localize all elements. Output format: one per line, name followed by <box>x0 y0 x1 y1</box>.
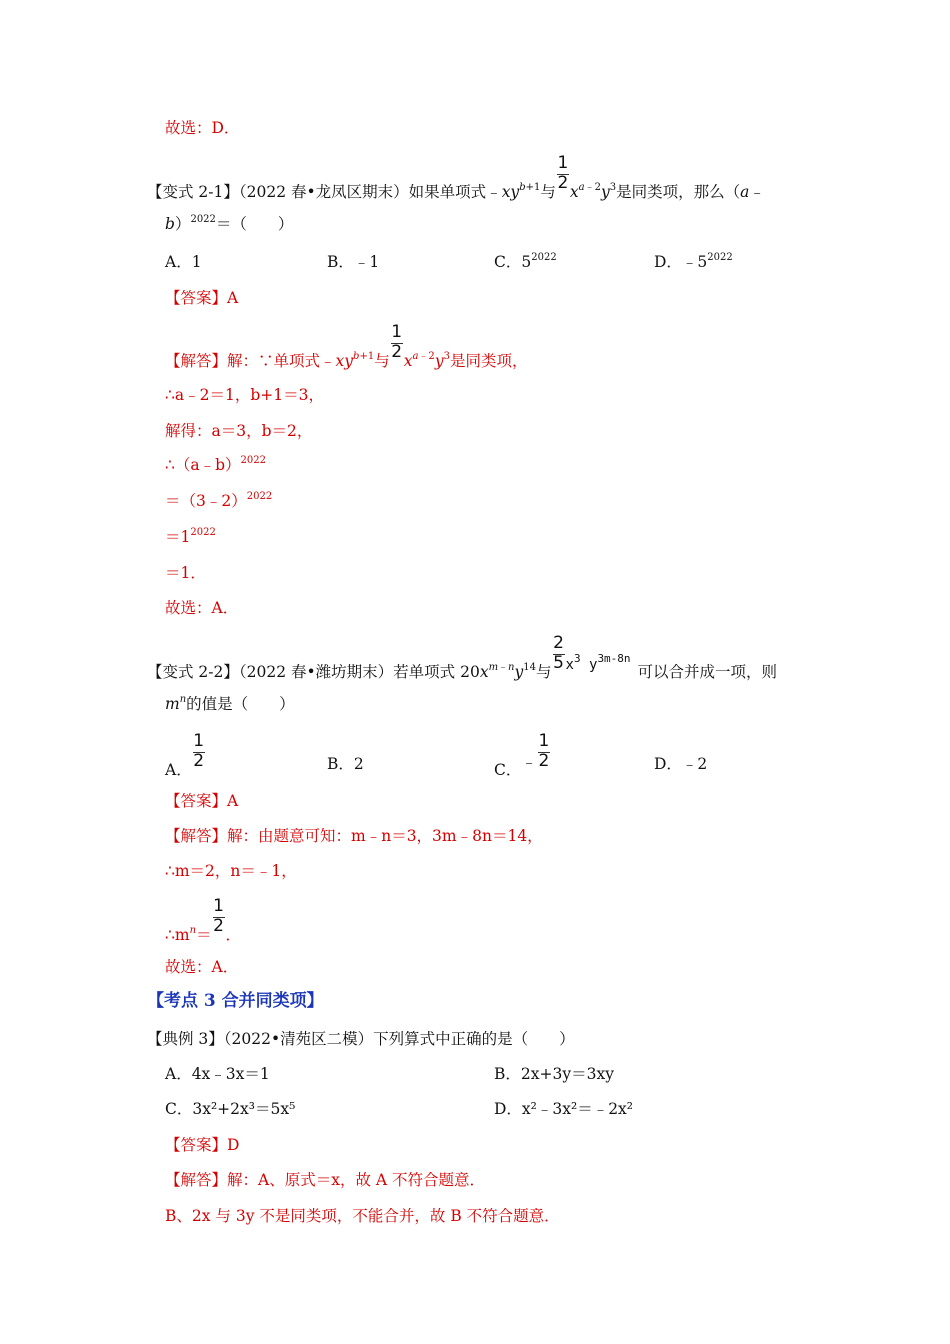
option-b: B．﹣1 <box>327 253 380 271</box>
solution-step: ＝1． <box>165 564 206 582</box>
expression-image: $x^3$ $y^{3m-8n}$ <box>565 652 631 673</box>
answer-choice-line: 故选：A． <box>165 958 239 976</box>
fraction-two-fifths: $\frac{2}{5}$ <box>553 633 564 673</box>
option-c: C．3x²+2x³＝5x⁵ <box>165 1100 296 1118</box>
example-3-question: 【典例 3】（2022•清苑区二模）下列算式中正确的是（ ） <box>147 1030 575 1048</box>
solution-step: ∴a﹣2＝1，b+1＝3， <box>165 386 324 404</box>
answer-choice-line: 故选：A． <box>165 599 239 617</box>
solution-step: ∴（a﹣b）$^{2022}$ <box>165 455 266 474</box>
solution-line: 【解答】解：A、原式＝x，故 A 不符合题意． <box>165 1171 485 1189</box>
fraction-half: $\frac{1}{2}$ <box>557 153 569 193</box>
option-d: D．x²﹣3x²＝﹣2x² <box>494 1100 634 1118</box>
solution-step: ∴m＝2，n＝﹣1， <box>165 862 297 880</box>
option-d: D．$﹣5^{2022}$ <box>654 252 733 271</box>
section-heading: 【考点 3 合并同类项】 <box>147 991 324 1011</box>
solution-step: B、2x 与 3y 不是同类项，不能合并，故 B 不符合题意． <box>165 1207 560 1225</box>
option-a: A．1 <box>165 253 202 271</box>
variant-2-1-question-cont: b）$^{2022}$＝（ ） <box>165 214 294 233</box>
fraction-half: $\frac{1}{2}$ <box>391 322 403 362</box>
fraction-half: $\frac{1}{2}$ <box>193 731 205 771</box>
variant-tag: 【变式 2-2】 <box>147 663 239 681</box>
option-b: B．2x+3y＝3xy <box>494 1065 614 1083</box>
solution-step: $=1^{2022}$ <box>165 527 216 546</box>
solution-step: $\therefore m^n=$ $\frac{1}{2}$ ． <box>165 896 242 944</box>
solution-step: 解得：a＝3，b＝2， <box>165 422 313 440</box>
answer-line: 【答案】A <box>165 289 239 307</box>
solution-step: ＝（3﹣2）$^{2022}$ <box>165 491 273 510</box>
variant-tag: 【变式 2-1】 <box>147 183 239 201</box>
option-b: B．2 <box>327 755 364 773</box>
solution-line: 【解答】解：∵单项式$﹣xy^{b+1}$与 $\frac{1}{2}$ $x^{a﹣2}y^3$是同类项， <box>165 322 528 370</box>
answer-line: 【答案】D <box>165 1136 240 1154</box>
solution-line: 【解答】解：由题意可知：m﹣n＝3，3m﹣8n＝14， <box>165 827 543 845</box>
variant-2-2-question: 【变式 2-2】（2022 春•潍坊期末）若单项式 $20x^{m﹣n}y^{14}$与 $\frac{2}{5}$ $x^3$ $y^{3m-8n}$可以合并成一项，则 <box>147 633 778 681</box>
option-c: C．﹣ $\frac{1}{2}$ <box>494 731 550 779</box>
fraction-half: $\frac{1}{2}$ <box>213 896 224 936</box>
answer-choice-line: 故选：D． <box>165 119 240 137</box>
answer-line: 【答案】A <box>165 792 239 810</box>
variant-2-1-question: 【变式 2-1】（2022 春•龙凤区期末）如果单项式$﹣xy^{b+1}$与 $\frac{1}{2}$ $x^{a﹣2}y^3$是同类项，那么（a﹣ <box>147 153 765 201</box>
option-a: A． $\frac{1}{2}$ <box>165 731 205 779</box>
question-source: （2022 春•龙凤区期末）如果单项式 <box>238 183 487 201</box>
fraction-half: $\frac{1}{2}$ <box>538 731 550 771</box>
variant-2-2-question-cont: $m^n$的值是（ ） <box>165 694 295 713</box>
option-c: C．$5^{2022}$ <box>494 252 557 271</box>
option-a: A．4x﹣3x＝1 <box>165 1065 270 1083</box>
option-d: D．﹣2 <box>654 755 708 773</box>
